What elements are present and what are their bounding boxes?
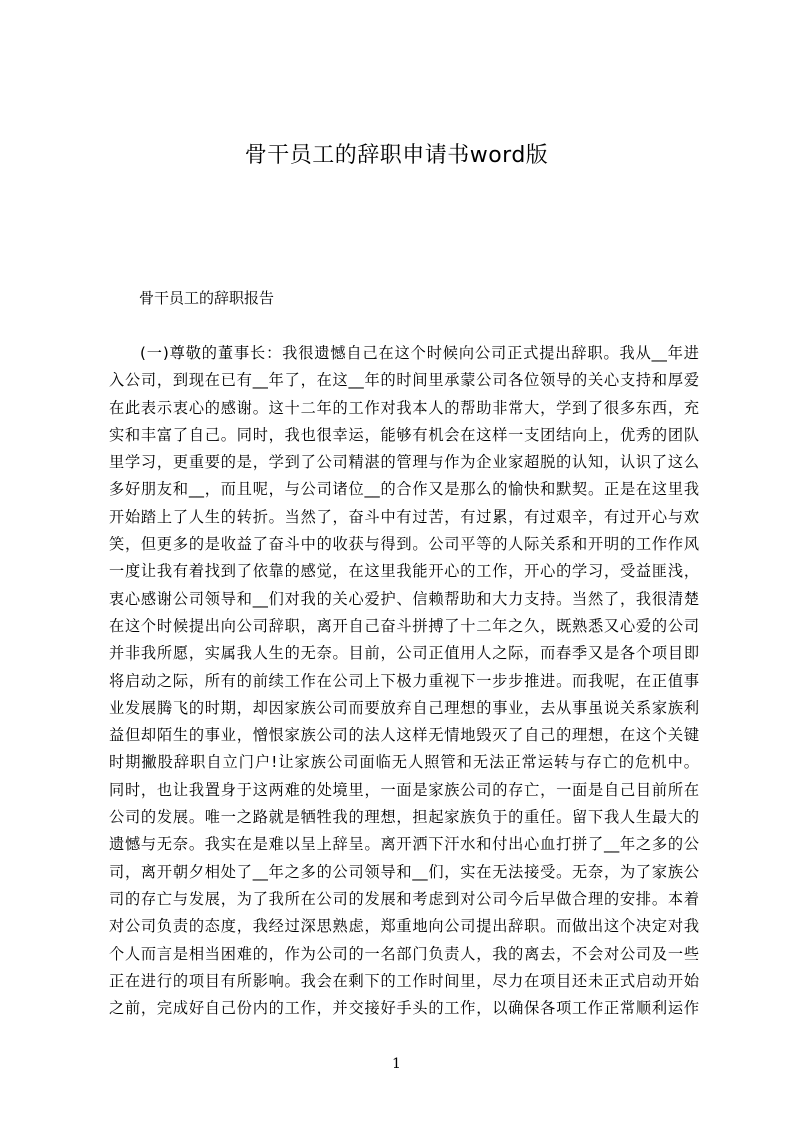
body-line: 业发展腾飞的时期，却因家族公司而要放弃自己理想的事业，去从事虽说关系家族利 xyxy=(109,698,699,717)
body-line: 开始踏上了人生的转折。当然了，奋斗中有过苦，有过累，有过艰辛，有过开心与欢 xyxy=(109,507,699,526)
body-line: 个人而言是相当困难的，作为公司的一名部门负责人，我的离去，不会对公司及一些 xyxy=(109,944,699,963)
body-line: 衷心感谢公司领导和__们对我的关心爱护、信赖帮助和大力支持。当然了，我很清楚 xyxy=(109,589,699,608)
body-line: 笑，但更多的是收益了奋斗中的收获与得到。公司平等的人际关系和开明的工作作风 xyxy=(109,535,699,554)
body-line: 正在进行的项目有所影响。我会在剩下的工作时间里，尽力在项目还未正式启动开始 xyxy=(109,971,699,990)
body-line: 之前，完成好自己份内的工作，并交接好手头的工作，以确保各项工作正常顺利运作 xyxy=(109,999,699,1018)
document-title: 骨干员工的辞职申请书word版 xyxy=(244,143,549,168)
body-line: 多好朋友和__，而且呢，与公司诸位__的合作又是那么的愉快和默契。正是在这里我 xyxy=(109,480,699,499)
document-subtitle: 骨干员工的辞职报告 xyxy=(139,289,275,307)
body-line: 里学习，更重要的是，学到了公司精湛的管理与作为企业家超脱的认知，认识了这么 xyxy=(109,453,699,472)
body-line: 遗憾与无奈。我实在是难以呈上辞呈。离开洒下汗水和付出心血打拼了__年之多的公 xyxy=(109,835,699,854)
body-line: 益但却陌生的事业，憎恨家族公司的法人这样无情地毁灭了自己的理想，在这个关键 xyxy=(109,726,699,745)
body-line: 入公司，到现在已有__年了，在这__年的时间里承蒙公司各位领导的关心支持和厚爱 xyxy=(109,371,699,390)
body-line: 时期撇股辞职自立门户!让家族公司面临无人照管和无法正常运转与存亡的危机中。 xyxy=(109,753,699,772)
body-line: 司，离开朝夕相处了__年之多的公司领导和__们，实在无法接受。无奈，为了家族公 xyxy=(109,862,699,881)
body-line: (一)尊敬的董事长：我很遗憾自己在这个时候向公司正式提出辞职。我从__年进 xyxy=(140,344,699,362)
body-line: 在此表示衷心的感谢。这十二年的工作对我本人的帮助非常大，学到了很多东西，充 xyxy=(109,398,699,417)
body-line: 实和丰富了自己。同时，我也很幸运，能够有机会在这样一支团结向上，优秀的团队 xyxy=(109,425,699,444)
body-paragraph xyxy=(109,342,699,1024)
body-line: 对公司负责的态度，我经过深思熟虑，郑重地向公司提出辞职。而做出这个决定对我 xyxy=(109,917,699,936)
body-line: 一度让我有着找到了依靠的感觉，在这里我能开心的工作，开心的学习，受益匪浅， xyxy=(109,562,699,581)
body-line: 并非我所愿，实属我人生的无奈。目前，公司正值用人之际，而春季又是各个项目即 xyxy=(109,644,699,663)
body-line: 公司的发展。唯一之路就是牺牲我的理想，担起家族负于的重任。留下我人生最大的 xyxy=(109,808,699,827)
body-line: 司的存亡与发展，为了我所在公司的发展和考虑到对公司今后早做合理的安排。本着 xyxy=(109,889,699,908)
body-line: 同时，也让我置身于这两难的处境里，一面是家族公司的存亡，一面是自己目前所在 xyxy=(109,780,699,799)
body-line: 将启动之际，所有的前续工作在公司上下极力重视下一步步推进。而我呢，在正值事 xyxy=(109,671,699,690)
body-line: 在这个时候提出向公司辞职，离开自己奋斗拼搏了十二年之久，既熟悉又心爱的公司 xyxy=(109,616,699,635)
page-number: 1 xyxy=(392,1056,401,1072)
